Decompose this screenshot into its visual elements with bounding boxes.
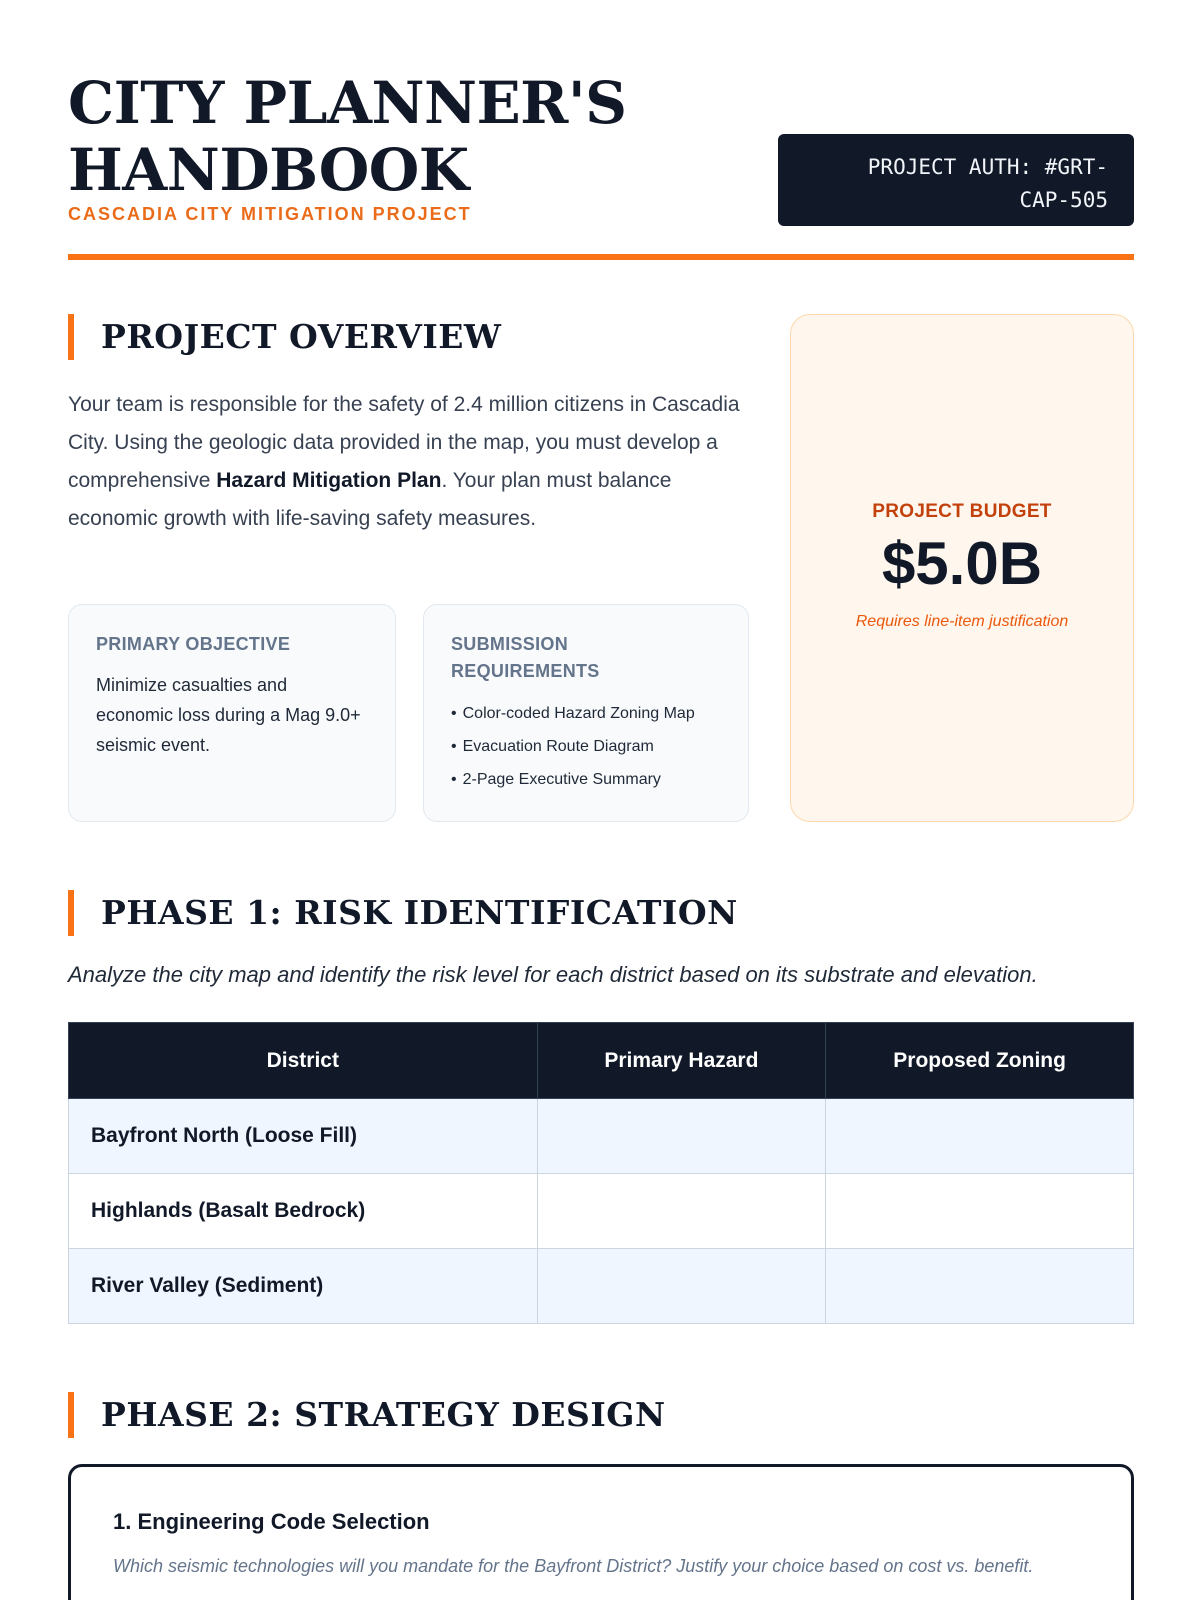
overview-text	[68, 386, 748, 538]
table-row	[69, 1174, 1134, 1249]
column-header-hazard: Primary Hazard	[537, 1023, 826, 1099]
phase1-heading: PHASE 1: RISK IDENTIFICATION	[68, 890, 738, 936]
strategy-item-question: Which seismic technologies will you mandate for the Bayfront District? Justify your choice based on cost vs. benefit.	[113, 1556, 1034, 1576]
page-title	[68, 70, 708, 204]
budget-value: $5.0B	[881, 530, 1043, 597]
submission-requirements-card	[423, 604, 749, 822]
auth-line-2: CAP-505	[1019, 188, 1108, 212]
header-divider	[68, 254, 1134, 260]
table-row	[69, 1249, 1134, 1324]
objective-title: PRIMARY OBJECTIVE	[96, 634, 291, 654]
table-header-row	[69, 1023, 1134, 1099]
page-subtitle: CASCADIA CITY MITIGATION PROJECT	[68, 204, 472, 224]
requirements-title: SUBMISSION REQUIREMENTS	[451, 634, 600, 681]
auth-line-1: PROJECT AUTH: #GRT-	[867, 155, 1108, 179]
list-item: • 2-Page Executive Summary	[451, 763, 721, 796]
column-header-district: District	[69, 1023, 538, 1099]
overview-text-end: . Your plan must balance economic growth with life-saving safety measures.	[68, 469, 672, 530]
objective-body: Minimize casualties and economic loss during a Mag 9.0+ seismic event.	[96, 675, 361, 755]
district-cell: River Valley (Sediment)	[69, 1249, 538, 1324]
project-budget-card	[790, 314, 1134, 822]
overview-text-bold: Hazard Mitigation Plan	[216, 469, 442, 492]
risk-table	[68, 1022, 1134, 1324]
title-line-1: CITY PLANNER'S	[68, 69, 627, 137]
table-row	[69, 1099, 1134, 1174]
budget-label: PROJECT BUDGET	[872, 501, 1052, 522]
engineering-code-box	[68, 1464, 1134, 1600]
phase1-description: Analyze the city map and identify the risk level for each district based on its substrate and elevation.	[68, 962, 1038, 987]
overview-heading: PROJECT OVERVIEW	[68, 314, 502, 360]
handbook-page	[68, 0, 1134, 1600]
zoning-input-cell[interactable]	[826, 1099, 1134, 1174]
hazard-input-cell[interactable]	[537, 1174, 826, 1249]
list-item: • Evacuation Route Diagram	[451, 730, 721, 763]
overview-text-start: Your team is responsible for the safety of 2.4 million citizens in Cascadia City. Using the geologic data provided in the map, you must develop a comprehensive	[68, 393, 740, 492]
title-line-2: HANDBOOK	[68, 136, 469, 204]
district-cell: Highlands (Basalt Bedrock)	[69, 1174, 538, 1249]
phase2-heading: PHASE 2: STRATEGY DESIGN	[68, 1392, 666, 1438]
budget-note: Requires line-item justification	[855, 613, 1069, 630]
hazard-input-cell[interactable]	[537, 1249, 826, 1324]
zoning-input-cell[interactable]	[826, 1249, 1134, 1324]
strategy-item-title: 1. Engineering Code Selection	[113, 1509, 430, 1534]
hazard-input-cell[interactable]	[537, 1099, 826, 1174]
project-auth-badge	[778, 134, 1134, 226]
page-header	[68, 70, 1134, 260]
column-header-zoning: Proposed Zoning	[826, 1023, 1134, 1099]
zoning-input-cell[interactable]	[826, 1174, 1134, 1249]
primary-objective-card	[68, 604, 396, 822]
requirements-list	[451, 697, 721, 796]
list-item: • Color-coded Hazard Zoning Map	[451, 697, 721, 730]
district-cell: Bayfront North (Loose Fill)	[69, 1099, 538, 1174]
